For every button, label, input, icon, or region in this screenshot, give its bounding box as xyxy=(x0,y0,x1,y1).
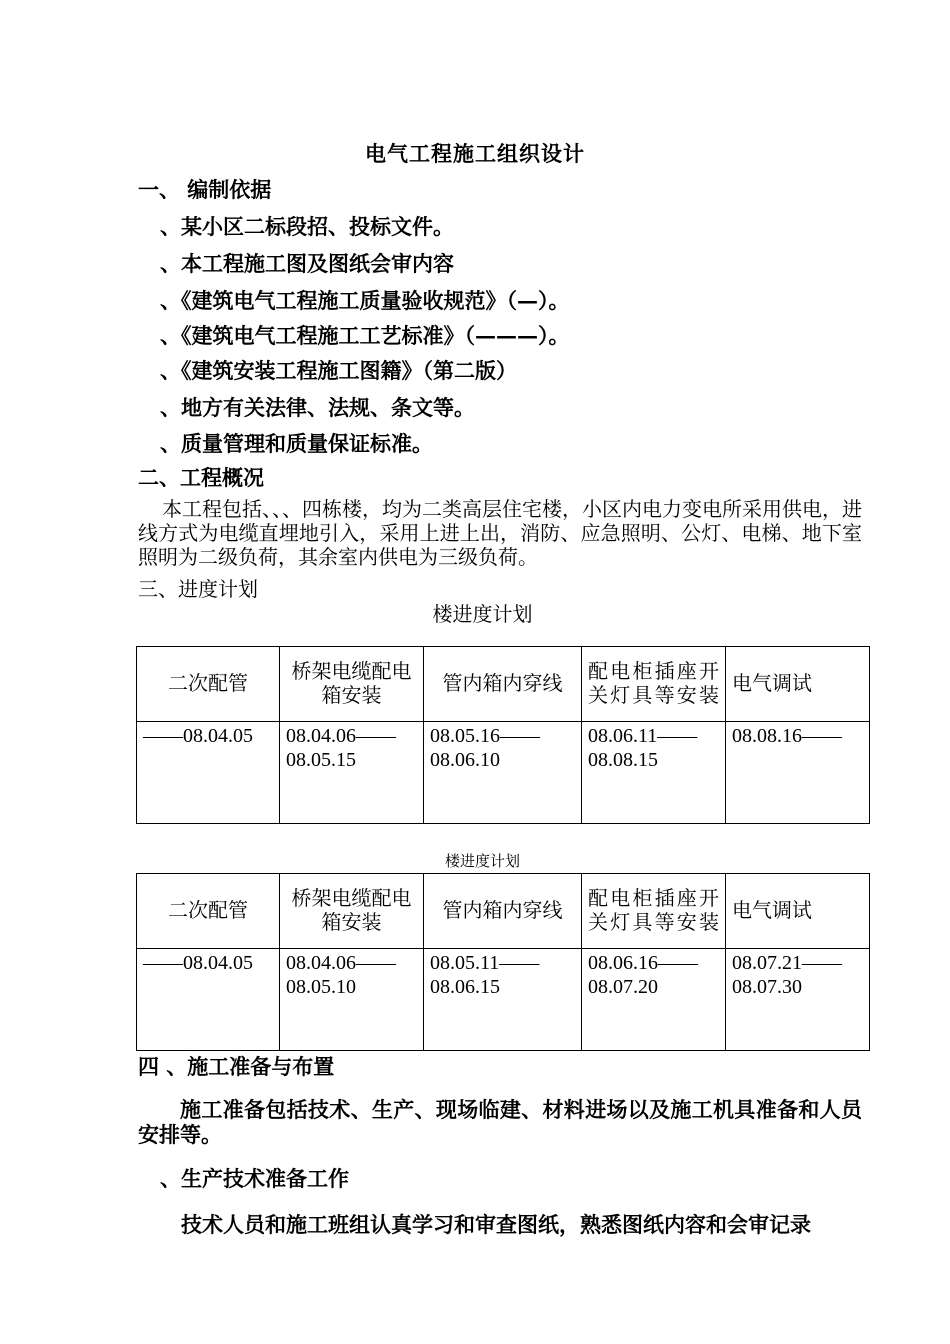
table-header-cell: 管内箱内穿线 xyxy=(424,874,582,949)
table-caption: 楼进度计划 xyxy=(432,602,533,626)
subsection-heading: 、生产技术准备工作 xyxy=(160,1166,349,1191)
table-header-row xyxy=(137,647,870,722)
table-cell: ——08.04.05 xyxy=(137,949,280,1051)
table-cell: 08.05.11——08.06.15 xyxy=(424,949,582,1051)
table-header-row xyxy=(137,874,870,949)
table-caption: 楼进度计划 xyxy=(444,852,520,870)
body-text: 技术人员和施工班组认真学习和审查图纸，熟悉图纸内容和会审记录 xyxy=(181,1212,811,1237)
table-header-cell: 二次配管 xyxy=(137,874,280,949)
section-heading-schedule: 三、进度计划 xyxy=(138,577,258,601)
table-header-cell: 电气调试 xyxy=(726,874,870,949)
table-header-cell: 配电柜插座开关灯具等安装 xyxy=(582,874,726,949)
table-header-cell: 管内箱内穿线 xyxy=(424,647,582,722)
preparation-paragraph: 施工准备包括技术、生产、现场临建、材料进场以及施工机具准备和人员安排等。 xyxy=(138,1097,862,1147)
table-cell: 08.07.21——08.07.30 xyxy=(726,949,870,1051)
section-heading-overview: 二、工程概况 xyxy=(138,465,264,490)
table-cell: 08.05.16——08.06.10 xyxy=(424,722,582,824)
list-item: 、本工程施工图及图纸会审内容 xyxy=(160,251,454,276)
list-item: 、《建筑电气工程施工质量验收规范》（—）。 xyxy=(160,288,570,313)
table-cell: 08.04.06——08.05.15 xyxy=(280,722,424,824)
table-header-cell: 配电柜插座开关灯具等安装 xyxy=(582,647,726,722)
table-cell: 08.06.11——08.08.15 xyxy=(582,722,726,824)
table-header-cell: 二次配管 xyxy=(137,647,280,722)
section-heading-preparation: 四 、施工准备与布置 xyxy=(138,1054,335,1079)
table-row xyxy=(137,722,870,824)
overview-paragraph: 本工程包括、、、四栋楼，均为二类高层住宅楼，小区内电力变电所采用供电，进线方式为电缆直埋地引入，采用上进上出，消防、应急照明、公灯、电梯、地下室照明为二级负荷，其余室内供电为三级负荷。 xyxy=(138,497,862,569)
schedule-table xyxy=(136,646,870,824)
table-cell: 08.06.16——08.07.20 xyxy=(582,949,726,1051)
table-cell: 08.04.06——08.05.10 xyxy=(280,949,424,1051)
schedule-table xyxy=(136,873,870,1051)
list-item: 、地方有关法律、法规、条文等。 xyxy=(160,395,475,420)
table-header-cell: 桥架电缆配电箱安装 xyxy=(280,874,424,949)
table-header-cell: 电气调试 xyxy=(726,647,870,722)
document-title: 电气工程施工组织设计 xyxy=(365,141,585,166)
section-heading-basis: 一、 编制依据 xyxy=(138,177,272,202)
table-cell: ——08.04.05 xyxy=(137,722,280,824)
list-item: 、质量管理和质量保证标准。 xyxy=(160,431,433,456)
list-item: 、某小区二标段招、投标文件。 xyxy=(160,214,454,239)
list-item: 、《建筑安装工程施工图籍》（第二版） xyxy=(160,358,517,383)
list-item: 、《建筑电气工程施工工艺标准》（———）。 xyxy=(160,323,570,348)
table-header-cell: 桥架电缆配电箱安装 xyxy=(280,647,424,722)
table-row xyxy=(137,949,870,1051)
table-cell: 08.08.16—— xyxy=(726,722,870,824)
